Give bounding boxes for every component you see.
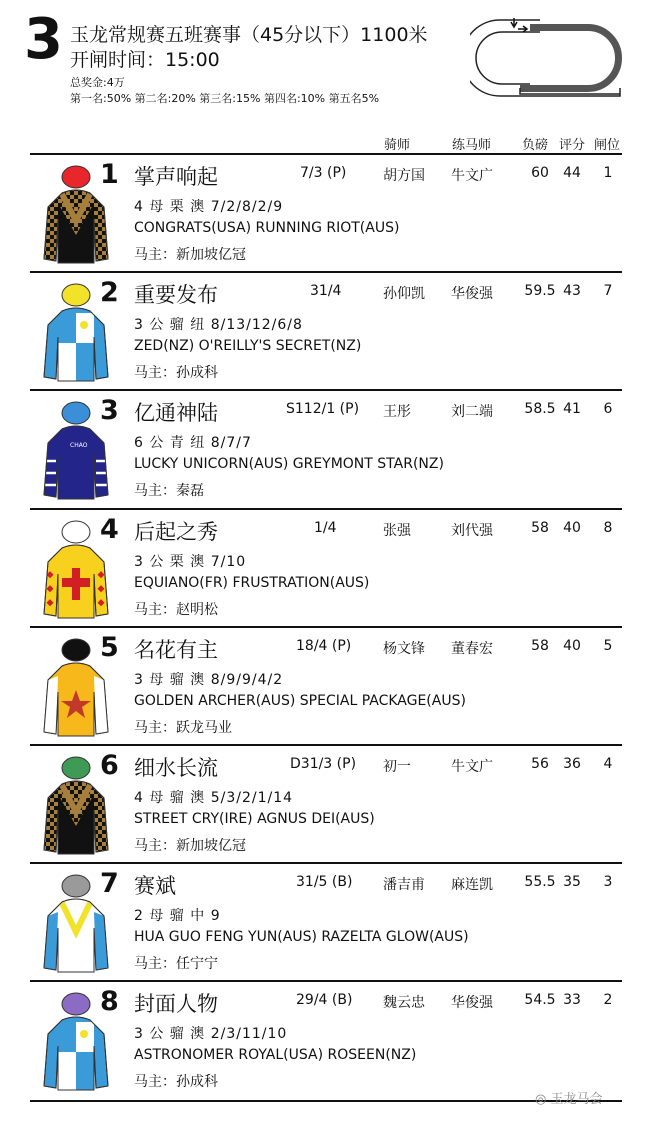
horse-details: 2 母 骝 中 9 xyxy=(134,908,221,924)
col-header-weight: 负磅 xyxy=(522,138,549,153)
trainer: 刘代强 xyxy=(451,523,493,539)
trainer: 华俊强 xyxy=(451,995,493,1011)
horse-details: 3 公 栗 澳 7/10 xyxy=(134,554,247,570)
draw: 6 xyxy=(603,401,613,417)
jockey: 胡方国 xyxy=(383,168,425,184)
rating: 36 xyxy=(563,756,581,772)
prize-split: 第一名:50% 第二名:20% 第三名:15% 第四名:10% 第五名5% xyxy=(70,92,380,105)
draw: 2 xyxy=(603,992,613,1008)
jockey: 潘吉甫 xyxy=(383,877,425,893)
horse-name: 细水长流 xyxy=(134,756,218,780)
col-header-jockey: 骑师 xyxy=(384,138,411,153)
runner-row xyxy=(30,389,622,509)
owner: 马主：孙成科 xyxy=(134,1074,218,1090)
wechat-icon: ◎ xyxy=(535,1092,551,1107)
weight: 59.5 xyxy=(524,283,556,299)
odds: 31/5 (B) xyxy=(296,874,353,890)
horse-name: 重要发布 xyxy=(134,283,218,307)
horse-name: 封面人物 xyxy=(134,992,218,1016)
rating: 33 xyxy=(563,992,581,1008)
runner-number: 5 xyxy=(100,632,119,663)
jockey: 张强 xyxy=(383,523,411,539)
weight: 58.5 xyxy=(524,401,556,417)
pedigree: GOLDEN ARCHER(AUS) SPECIAL PACKAGE(AUS) xyxy=(134,693,466,709)
pedigree: STREET CRY(IRE) AGNUS DEI(AUS) xyxy=(134,811,375,827)
runner-row xyxy=(30,744,622,864)
rating: 40 xyxy=(563,520,581,536)
pedigree: EQUIANO(FR) FRUSTRATION(AUS) xyxy=(134,575,370,591)
horse-details: 6 公 青 纽 8/7/7 xyxy=(134,435,252,451)
jockey: 杨文锋 xyxy=(383,641,425,657)
rating: 43 xyxy=(563,283,581,299)
runner-number: 6 xyxy=(100,750,119,781)
pedigree: LUCKY UNICORN(AUS) GREYMONT STAR(NZ) xyxy=(134,456,444,472)
trainer: 董春宏 xyxy=(451,641,493,657)
trainer: 刘二端 xyxy=(451,404,493,420)
runner-number: 3 xyxy=(100,395,119,426)
owner: 马主：新加坡亿冠 xyxy=(134,247,246,263)
odds: 31/4 xyxy=(310,283,342,299)
rating: 44 xyxy=(563,165,581,181)
weight: 58 xyxy=(531,638,549,654)
start-time: 开闸时间：15:00 xyxy=(70,49,220,71)
col-header-rating: 评分 xyxy=(559,138,586,153)
weight: 55.5 xyxy=(524,874,556,890)
pedigree: ASTRONOMER ROYAL(USA) ROSEEN(NZ) xyxy=(134,1047,417,1063)
horse-name: 亿通神陆 xyxy=(134,401,218,425)
horse-details: 4 母 骝 澳 5/3/2/1/14 xyxy=(134,790,294,806)
odds: S112/1 (P) xyxy=(286,401,360,417)
jockey: 魏云忠 xyxy=(383,995,425,1011)
runner-number: 7 xyxy=(100,868,119,899)
jockey: 孙仰凯 xyxy=(383,286,425,302)
runner-number: 2 xyxy=(100,277,119,308)
trainer: 麻连凯 xyxy=(451,877,493,893)
owner: 马主：秦磊 xyxy=(134,483,204,499)
draw: 4 xyxy=(603,756,613,772)
draw: 3 xyxy=(603,874,613,890)
weight: 58 xyxy=(531,520,549,536)
odds: 18/4 (P) xyxy=(296,638,352,654)
runner-row xyxy=(30,980,622,1100)
pedigree: ZED(NZ) O'REILLY'S SECRET(NZ) xyxy=(134,338,362,354)
pedigree: HUA GUO FENG YUN(AUS) RAZELTA GLOW(AUS) xyxy=(134,929,469,945)
track-diagram-icon xyxy=(470,12,630,102)
runner-row xyxy=(30,271,622,391)
bottom-rule xyxy=(30,1100,622,1102)
horse-name: 掌声响起 xyxy=(134,165,218,189)
horse-name: 名花有主 xyxy=(134,638,218,662)
horse-details: 4 母 栗 澳 7/2/8/2/9 xyxy=(134,199,284,215)
jockey: 初一 xyxy=(383,759,411,775)
watermark-text: 玉龙马会 xyxy=(550,1092,603,1107)
odds: D31/3 (P) xyxy=(290,756,357,772)
draw: 8 xyxy=(603,520,613,536)
owner: 马主：新加坡亿冠 xyxy=(134,838,246,854)
draw: 7 xyxy=(603,283,613,299)
horse-details: 3 母 骝 澳 8/9/9/4/2 xyxy=(134,672,284,688)
trainer: 牛文广 xyxy=(451,759,493,775)
horse-name: 赛斌 xyxy=(134,874,176,898)
race-header xyxy=(0,0,650,150)
owner: 马主：跃龙马业 xyxy=(134,720,232,736)
weight: 60 xyxy=(531,165,549,181)
odds: 29/4 (B) xyxy=(296,992,353,1008)
trainer: 华俊强 xyxy=(451,286,493,302)
weight: 56 xyxy=(531,756,549,772)
runner-row xyxy=(30,626,622,746)
pedigree: CONGRATS(USA) RUNNING RIOT(AUS) xyxy=(134,220,400,236)
trainer: 牛文广 xyxy=(451,168,493,184)
jockey: 王彤 xyxy=(383,404,411,420)
horse-name: 后起之秀 xyxy=(134,520,218,544)
odds: 7/3 (P) xyxy=(300,165,347,181)
weight: 54.5 xyxy=(524,992,556,1008)
owner: 马主：赵明松 xyxy=(134,602,218,618)
runner-number: 1 xyxy=(100,159,119,190)
rating: 35 xyxy=(563,874,581,890)
draw: 1 xyxy=(603,165,613,181)
owner: 马主：任宁宁 xyxy=(134,956,218,972)
draw: 5 xyxy=(603,638,613,654)
race-number: 3 xyxy=(24,7,63,72)
horse-details: 3 公 骝 纽 8/13/12/6/8 xyxy=(134,317,303,333)
col-header-draw: 闸位 xyxy=(594,138,621,153)
col-header-trainer: 练马师 xyxy=(452,138,492,153)
runner-number: 8 xyxy=(100,986,119,1017)
prize-total: 总奖金:4万 xyxy=(70,76,125,89)
horse-details: 3 公 骝 澳 2/3/11/10 xyxy=(134,1026,288,1042)
rating: 40 xyxy=(563,638,581,654)
odds: 1/4 xyxy=(314,520,337,536)
runner-number: 4 xyxy=(100,514,119,545)
watermark xyxy=(535,1088,603,1107)
runner-row xyxy=(30,862,622,982)
owner: 马主：孙成科 xyxy=(134,365,218,381)
runner-row xyxy=(30,508,622,628)
runner-row xyxy=(30,153,622,273)
rating: 41 xyxy=(563,401,581,417)
svg-text:CHAO: CHAO xyxy=(70,442,88,449)
race-title: 玉龙常规赛五班赛事（45分以下）1100米 xyxy=(70,24,428,46)
